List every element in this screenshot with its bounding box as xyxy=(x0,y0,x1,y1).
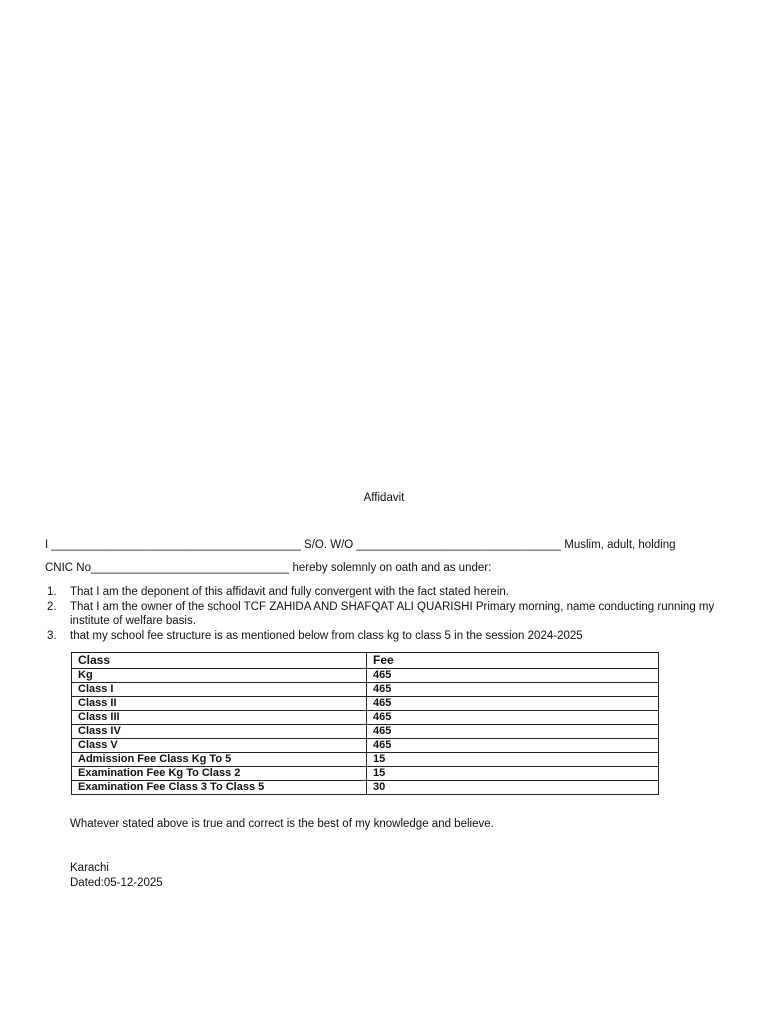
fee-cell: 465 xyxy=(367,683,659,697)
class-cell: Class I xyxy=(72,683,367,697)
fee-cell: 15 xyxy=(367,767,659,781)
table-row xyxy=(72,725,659,739)
class-cell: Class IV xyxy=(72,725,367,739)
list-item xyxy=(45,629,715,644)
fee-cell: 465 xyxy=(367,697,659,711)
deponent-name-line: I _______________________________________ S/O. W/O ________________________________ Muslim, adult, holding xyxy=(45,539,676,551)
list-item-text: that my school fee structure is as mentioned below from class kg to class 5 in the session 2024-2025 xyxy=(70,629,583,642)
class-cell: Admission Fee Class Kg To 5 xyxy=(72,753,367,767)
list-item-number: 3. xyxy=(47,629,57,642)
table-header-row xyxy=(72,653,659,669)
class-cell: Examination Fee Kg To Class 2 xyxy=(72,767,367,781)
column-header-fee: Fee xyxy=(367,653,659,669)
fee-cell: 30 xyxy=(367,781,659,795)
fee-structure-table xyxy=(71,652,659,795)
fee-cell: 465 xyxy=(367,739,659,753)
table-row xyxy=(72,739,659,753)
affidavit-points-list xyxy=(45,585,715,643)
list-item-number: 1. xyxy=(47,586,57,598)
table-row xyxy=(72,767,659,781)
declaration-statement: Whatever stated above is true and correct is the best of my knowledge and believe. xyxy=(70,818,494,830)
table-row xyxy=(72,669,659,683)
list-item-number: 2. xyxy=(47,600,57,613)
table-row xyxy=(72,711,659,725)
class-cell: Class III xyxy=(72,711,367,725)
class-cell: Class V xyxy=(72,739,367,753)
fee-cell: 465 xyxy=(367,725,659,739)
cnic-line: CNIC No_______________________________ hereby solemnly on oath and as under: xyxy=(45,562,492,574)
column-header-class: Class xyxy=(72,653,367,669)
list-item xyxy=(45,600,715,629)
date-text: Dated:05-12-2025 xyxy=(70,877,163,889)
list-item-text: That I am the owner of the school TCF ZAHIDA AND SHAFQAT ALI QUARISHI Primary morning, name conducting running my institute of welfare basis. xyxy=(70,600,715,627)
place-text: Karachi xyxy=(70,862,109,874)
list-item xyxy=(45,585,715,600)
document-title: Affidavit xyxy=(363,492,405,504)
table-row xyxy=(72,697,659,711)
table-row xyxy=(72,753,659,767)
table-row xyxy=(72,683,659,697)
list-item-text: That I am the deponent of this affidavit and fully convergent with the fact stated herein. xyxy=(70,586,509,598)
class-cell: Class II xyxy=(72,697,367,711)
fee-cell: 465 xyxy=(367,711,659,725)
class-cell: Kg xyxy=(72,669,367,683)
table-row xyxy=(72,781,659,795)
class-cell: Examination Fee Class 3 To Class 5 xyxy=(72,781,367,795)
fee-cell: 15 xyxy=(367,753,659,767)
fee-cell: 465 xyxy=(367,669,659,683)
